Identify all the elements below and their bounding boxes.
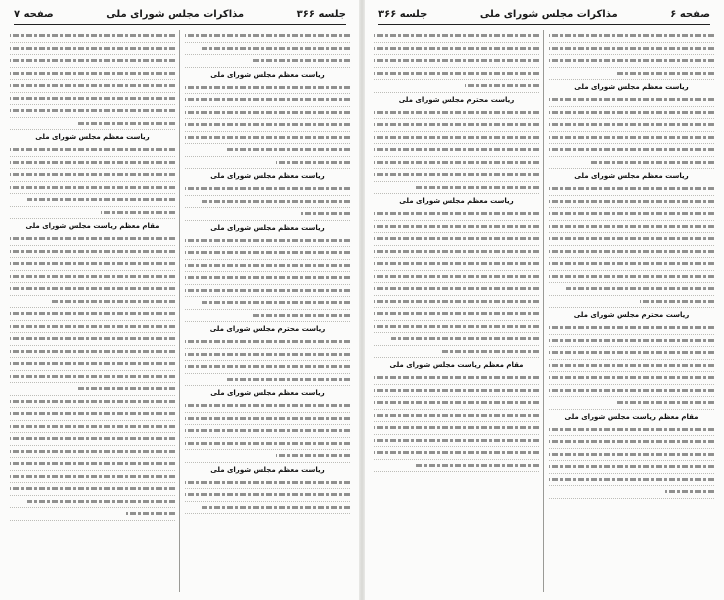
right-page-number: صفحه ۶ (670, 8, 710, 20)
left-page-column-right (185, 30, 350, 592)
right-page (364, 0, 724, 600)
section-heading: ریاست معظم مجلس شورای ملی (35, 133, 150, 141)
section-heading: ریاست معظم مجلس شورای ملی (574, 83, 689, 91)
section-heading: مقام معظم ریاست مجلس شورای ملی (564, 412, 699, 421)
section-heading: ریاست محترم مجلس شورای ملی (573, 311, 690, 319)
left-page-number: صفحه ۷ (14, 8, 54, 20)
left-page-header (14, 6, 346, 25)
left-page-title: مذاکرات مجلس شورای ملی (106, 8, 245, 20)
section-heading: ریاست معظم مجلس شورای ملی (574, 172, 689, 180)
section-heading: مقام معظم ریاست مجلس شورای ملی (25, 222, 160, 230)
right-page-column-right (549, 30, 714, 592)
right-page-session: جلسه ۳۶۶ (378, 8, 428, 20)
right-page-column-left (374, 30, 539, 592)
left-page-column-left (10, 30, 175, 592)
section-heading: ریاست محترم مجلس شورای ملی (398, 95, 515, 104)
section-heading: ریاست معظم مجلس شورای ملی (210, 465, 325, 474)
left-page-session: جلسه ۳۶۶ (296, 8, 346, 20)
section-heading: ریاست معظم مجلس شورای ملی (210, 223, 325, 232)
right-page-header (378, 6, 710, 25)
section-heading: ریاست محترم مجلس شورای ملی (209, 325, 326, 333)
section-heading: ریاست معظم مجلس شورای ملی (210, 389, 325, 397)
right-page-title: مذاکرات مجلس شورای ملی (479, 8, 618, 20)
section-heading: مقام معظم ریاست مجلس شورای ملی (389, 361, 524, 369)
right-page-columns (374, 30, 714, 592)
left-page (0, 0, 360, 600)
section-heading: ریاست معظم مجلس شورای ملی (399, 197, 514, 205)
left-page-columns (10, 30, 350, 592)
section-heading: ریاست معظم مجلس شورای ملی (210, 172, 325, 180)
section-heading: ریاست معظم مجلس شورای ملی (210, 70, 325, 79)
